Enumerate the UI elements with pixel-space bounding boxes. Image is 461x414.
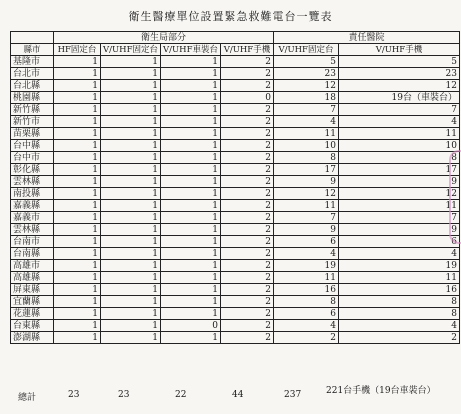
vuhf-vehicle-cell: 1 [160,92,220,104]
vuhf-fixed-cell: 1 [101,68,161,80]
vuhf-fixed-cell: 1 [101,260,161,272]
vuhf-handheld-cell: 2 [220,332,273,344]
vuhf-handheld-cell: 2 [220,224,273,236]
vuhf-vehicle-cell: 1 [160,260,220,272]
county-cell: 南投縣 [11,188,54,200]
header-vuhf-vehicle: V/UHF車裝台 [160,44,220,56]
hospital-fixed-cell: 5 [273,56,338,68]
vuhf-handheld-cell: 2 [220,116,273,128]
total-hf-fixed: 23 [68,390,80,400]
vuhf-fixed-cell: 1 [101,320,161,332]
hospital-handheld-cell: 6 [338,236,459,248]
hospital-fixed-cell: 10 [273,140,338,152]
table-row [11,308,460,320]
hospital-fixed-cell: 4 [273,116,338,128]
county-cell: 台北縣 [11,80,54,92]
hospital-fixed-cell: 12 [273,80,338,92]
table-row [11,116,460,128]
hf-fixed-cell: 1 [54,68,101,80]
vuhf-handheld-cell: 2 [220,152,273,164]
vuhf-fixed-cell: 1 [101,116,161,128]
column-header-row [11,44,460,56]
hf-fixed-cell: 1 [54,188,101,200]
table-row [11,92,460,104]
table-row [11,68,460,80]
vuhf-vehicle-cell: 1 [160,200,220,212]
vuhf-vehicle-cell: 1 [160,56,220,68]
hospital-fixed-cell: 9 [273,224,338,236]
vuhf-fixed-cell: 1 [101,104,161,116]
county-cell: 桃園縣 [11,92,54,104]
hospital-handheld-cell: 5 [338,56,459,68]
county-cell: 屏東縣 [11,284,54,296]
table-row [11,104,460,116]
county-cell: 嘉義市 [11,212,54,224]
county-cell: 花蓮縣 [11,308,54,320]
hf-fixed-cell: 1 [54,224,101,236]
vuhf-fixed-cell: 1 [101,272,161,284]
vuhf-handheld-cell: 2 [220,200,273,212]
header-county: 縣市 [11,44,54,56]
vuhf-vehicle-cell: 1 [160,116,220,128]
table-row [11,236,460,248]
table-row [11,176,460,188]
county-cell: 嘉義縣 [11,200,54,212]
hf-fixed-cell: 1 [54,92,101,104]
vuhf-vehicle-cell: 1 [160,296,220,308]
vuhf-vehicle-cell: 1 [160,272,220,284]
table-row [11,140,460,152]
hf-fixed-cell: 1 [54,260,101,272]
hf-fixed-cell: 1 [54,152,101,164]
vuhf-fixed-cell: 1 [101,236,161,248]
hospital-handheld-cell: 11 [338,128,459,140]
vuhf-handheld-cell: 2 [220,80,273,92]
vuhf-handheld-cell: 2 [220,272,273,284]
vuhf-fixed-cell: 1 [101,80,161,92]
vuhf-fixed-cell: 1 [101,56,161,68]
vuhf-fixed-cell: 1 [101,284,161,296]
hospital-fixed-cell: 18 [273,92,338,104]
table-row [11,200,460,212]
hf-fixed-cell: 1 [54,80,101,92]
table-row [11,224,460,236]
vuhf-vehicle-cell: 1 [160,308,220,320]
vuhf-vehicle-cell: 1 [160,152,220,164]
vuhf-vehicle-cell: 1 [160,224,220,236]
vuhf-vehicle-cell: 1 [160,176,220,188]
hospital-fixed-cell: 11 [273,128,338,140]
hospital-fixed-cell: 6 [273,236,338,248]
county-cell: 台南市 [11,236,54,248]
vuhf-vehicle-cell: 1 [160,68,220,80]
hf-fixed-cell: 1 [54,176,101,188]
vuhf-handheld-cell: 2 [220,104,273,116]
hf-fixed-cell: 1 [54,308,101,320]
hospital-handheld-cell: 16 [338,284,459,296]
hospital-fixed-cell: 4 [273,320,338,332]
vuhf-vehicle-cell: 1 [160,248,220,260]
table-row [11,272,460,284]
group-hospital: 責任醫院 [273,32,459,44]
hf-fixed-cell: 1 [54,248,101,260]
vuhf-handheld-cell: 2 [220,260,273,272]
vuhf-fixed-cell: 1 [101,296,161,308]
vuhf-handheld-cell: 2 [220,296,273,308]
table-row [11,212,460,224]
hospital-fixed-cell: 17 [273,164,338,176]
vuhf-handheld-cell: 2 [220,164,273,176]
table-row [11,188,460,200]
vuhf-handheld-cell: 2 [220,188,273,200]
vuhf-fixed-cell: 1 [101,92,161,104]
vuhf-handheld-cell: 2 [220,140,273,152]
hospital-fixed-cell: 8 [273,152,338,164]
totals-label: 總計 [18,393,37,403]
hospital-fixed-cell: 7 [273,212,338,224]
county-cell: 台中市 [11,152,54,164]
table-row [11,248,460,260]
table-row [11,80,460,92]
vuhf-handheld-cell: 2 [220,176,273,188]
hospital-handheld-cell: 12 [338,188,459,200]
hospital-handheld-cell: 7 [338,104,459,116]
hospital-handheld-cell: 8 [338,296,459,308]
county-cell: 台北市 [11,68,54,80]
header-vuhf-handheld: V/UHF手機 [220,44,273,56]
hospital-fixed-cell: 11 [273,272,338,284]
vuhf-handheld-cell: 2 [220,128,273,140]
header-hf-fixed: HF固定台 [54,44,101,56]
hospital-fixed-cell: 8 [273,296,338,308]
vuhf-fixed-cell: 1 [101,248,161,260]
hf-fixed-cell: 1 [54,236,101,248]
vuhf-vehicle-cell: 1 [160,164,220,176]
county-cell: 彰化縣 [11,164,54,176]
page-title: 衛生醫療單位設置緊急救難電台一覽表 [128,10,333,23]
vuhf-vehicle-cell: 1 [160,104,220,116]
radio-station-table [10,31,460,344]
hospital-handheld-cell: 17 [338,164,459,176]
vuhf-handheld-cell: 2 [220,248,273,260]
hf-fixed-cell: 1 [54,284,101,296]
hospital-fixed-cell: 2 [273,332,338,344]
hospital-handheld-cell: 10 [338,140,459,152]
table-row [11,320,460,332]
hf-fixed-cell: 1 [54,140,101,152]
hf-fixed-cell: 1 [54,104,101,116]
vuhf-vehicle-cell: 0 [160,320,220,332]
table-row [11,260,460,272]
vuhf-fixed-cell: 1 [101,188,161,200]
hospital-handheld-cell: 11 [338,200,459,212]
hf-fixed-cell: 1 [54,296,101,308]
hospital-handheld-cell: 9 [338,176,459,188]
hospital-handheld-cell: 8 [338,152,459,164]
hospital-fixed-cell: 4 [273,248,338,260]
hospital-handheld-cell: 8 [338,308,459,320]
totals-row [10,383,451,407]
group-header-row [11,32,460,44]
table-row [11,284,460,296]
vuhf-fixed-cell: 1 [101,212,161,224]
vuhf-vehicle-cell: 1 [160,128,220,140]
vuhf-handheld-cell: 2 [220,308,273,320]
hf-fixed-cell: 1 [54,200,101,212]
hospital-handheld-cell: 12 [338,80,459,92]
table-row [11,332,460,344]
hf-fixed-cell: 1 [54,164,101,176]
hf-fixed-cell: 1 [54,128,101,140]
hf-fixed-cell: 1 [54,320,101,332]
vuhf-fixed-cell: 1 [101,128,161,140]
header-hospital-vuhf-fixed: V/UHF固定台 [273,44,338,56]
county-cell: 宜蘭縣 [11,296,54,308]
county-cell: 苗栗縣 [11,128,54,140]
hospital-fixed-cell: 23 [273,68,338,80]
vuhf-fixed-cell: 1 [101,224,161,236]
blank-cell [11,32,54,44]
vuhf-vehicle-cell: 1 [160,332,220,344]
hospital-handheld-cell: 4 [338,248,459,260]
hf-fixed-cell: 1 [54,332,101,344]
vuhf-handheld-cell: 2 [220,212,273,224]
vuhf-vehicle-cell: 1 [160,236,220,248]
hf-fixed-cell: 1 [54,272,101,284]
total-vuhf-handheld: 44 [232,390,244,400]
hospital-fixed-cell: 6 [273,308,338,320]
vuhf-handheld-cell: 2 [220,236,273,248]
hospital-handheld-cell: 9 [338,224,459,236]
stamp-mark [449,150,461,244]
hospital-fixed-cell: 12 [273,188,338,200]
hospital-handheld-cell: 2 [338,332,459,344]
table-row [11,296,460,308]
total-hospital-fixed: 237 [284,390,302,400]
header-hospital-vuhf-handheld: V/UHF手機 [338,44,459,56]
table-row [11,164,460,176]
county-cell: 雲林縣 [11,224,54,236]
hospital-handheld-cell: 4 [338,320,459,332]
hospital-handheld-cell: 19 [338,260,459,272]
vuhf-vehicle-cell: 1 [160,188,220,200]
vuhf-vehicle-cell: 1 [160,284,220,296]
hospital-handheld-cell: 23 [338,68,459,80]
vuhf-fixed-cell: 1 [101,140,161,152]
hospital-fixed-cell: 11 [273,200,338,212]
hospital-handheld-cell: 19台（車裝台） [338,92,459,104]
total-vuhf-vehicle: 22 [175,390,187,400]
vuhf-vehicle-cell: 1 [160,140,220,152]
vuhf-vehicle-cell: 1 [160,80,220,92]
hf-fixed-cell: 1 [54,116,101,128]
total-vuhf-fixed: 23 [118,390,130,400]
county-cell: 高雄市 [11,260,54,272]
hf-fixed-cell: 1 [54,212,101,224]
vuhf-handheld-cell: 2 [220,320,273,332]
hf-fixed-cell: 1 [54,56,101,68]
county-cell: 台南縣 [11,248,54,260]
group-health-bureau: 衛生局部分 [54,32,274,44]
vuhf-fixed-cell: 1 [101,332,161,344]
county-cell: 雲林縣 [11,176,54,188]
total-hospital-handheld: 221台手機（19台車裝台） [326,386,436,396]
vuhf-fixed-cell: 1 [101,308,161,320]
hospital-fixed-cell: 9 [273,176,338,188]
hospital-handheld-cell: 4 [338,116,459,128]
header-vuhf-fixed: V/UHF固定台 [101,44,161,56]
county-cell: 澎湖縣 [11,332,54,344]
county-cell: 高雄縣 [11,272,54,284]
vuhf-handheld-cell: 2 [220,68,273,80]
vuhf-handheld-cell: 0 [220,92,273,104]
county-cell: 新竹市 [11,116,54,128]
vuhf-fixed-cell: 1 [101,200,161,212]
hospital-fixed-cell: 16 [273,284,338,296]
hospital-fixed-cell: 19 [273,260,338,272]
vuhf-fixed-cell: 1 [101,152,161,164]
county-cell: 台東縣 [11,320,54,332]
hospital-handheld-cell: 11 [338,272,459,284]
county-cell: 基隆市 [11,56,54,68]
vuhf-fixed-cell: 1 [101,164,161,176]
vuhf-vehicle-cell: 1 [160,212,220,224]
vuhf-fixed-cell: 1 [101,176,161,188]
vuhf-handheld-cell: 2 [220,56,273,68]
hospital-handheld-cell: 7 [338,212,459,224]
hospital-fixed-cell: 7 [273,104,338,116]
county-cell: 新竹縣 [11,104,54,116]
table-row [11,56,460,68]
vuhf-handheld-cell: 2 [220,284,273,296]
table-row [11,128,460,140]
table-row [11,152,460,164]
county-cell: 台中縣 [11,140,54,152]
